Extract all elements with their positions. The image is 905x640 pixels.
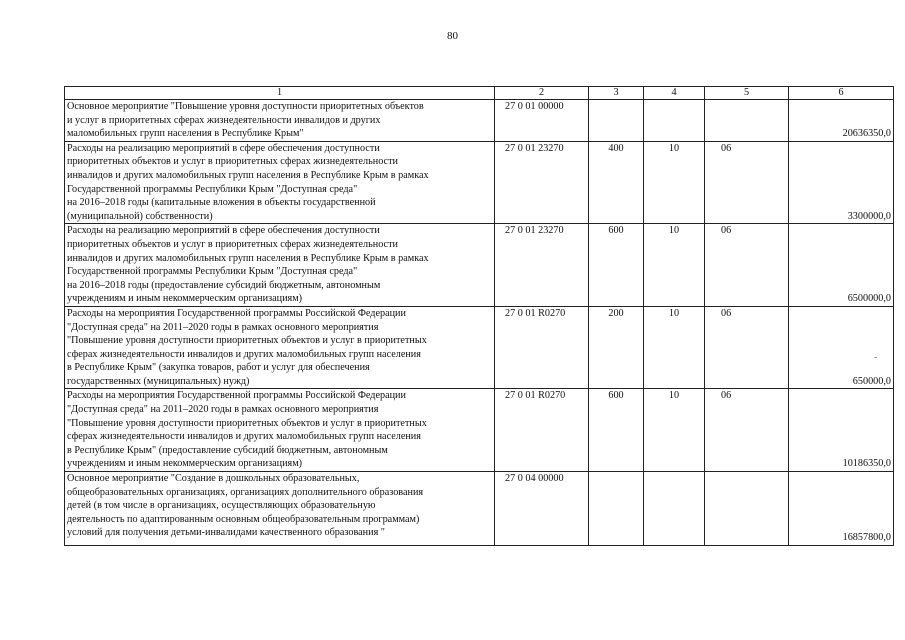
row-col-3 (589, 100, 644, 142)
row-code: 27 0 01 23270 (495, 141, 589, 224)
row-name: Расходы на реализацию мероприятий в сфере обеспечения доступности приоритетных объектов и услуг в приоритетных сферах жизнедеятельности инвалидов и других маломобильных групп населения в Республике Крым в рамках Государственной программы Республики Крым "Доступная среда" на 2016–2018 годы (капитальные вложения в объекты государственной (муниципальной) собственности) (65, 141, 495, 224)
row-col-4: 10 (644, 389, 705, 472)
row-col-3: 600 (589, 224, 644, 307)
table-row (65, 472, 894, 546)
table-row (65, 100, 894, 142)
row-sum: 20636350,0 (789, 100, 894, 142)
row-col-3: 200 (589, 306, 644, 389)
row-name: Расходы на реализацию мероприятий в сфере обеспечения доступности приоритетных объектов и услуг в приоритетных сферах жизнедеятельности инвалидов и других маломобильных групп населения в Республике Крым в рамках Государственной программы Республики Крым "Доступная среда" на 2016–2018 годы (предоставление субсидий бюджетным, автономным учреждениям и иным некоммерческим организациям) (65, 224, 495, 307)
row-code: 27 0 04 00000 (495, 472, 589, 546)
row-col-3: 600 (589, 389, 644, 472)
row-col-4: 10 (644, 141, 705, 224)
header-col-1: 1 (65, 87, 495, 100)
row-code: 27 0 01 R0270 (495, 306, 589, 389)
row-name: Основное мероприятие "Повышение уровня доступности приоритетных объектов и услуг в приоритетных сферах жизнедеятельности инвалидов и других маломобильных групп населения в Республике Крым" (65, 100, 495, 142)
row-col-5: 06 (705, 306, 789, 389)
table-row (65, 224, 894, 307)
row-col-3: 400 (589, 141, 644, 224)
row-col-5: 06 (705, 389, 789, 472)
row-code: 27 0 01 R0270 (495, 389, 589, 472)
table-row (65, 389, 894, 472)
row-code: 27 0 01 00000 (495, 100, 589, 142)
header-col-6: 6 (789, 87, 894, 100)
row-col-5: 06 (705, 141, 789, 224)
table-row (65, 306, 894, 389)
row-col-5 (705, 100, 789, 142)
header-col-3: 3 (589, 87, 644, 100)
row-sum: 3300000,0 (789, 141, 894, 224)
page-number: 80 (447, 30, 458, 42)
row-col-4 (644, 472, 705, 546)
row-col-4 (644, 100, 705, 142)
row-col-4: 10 (644, 306, 705, 389)
row-code: 27 0 01 23270 (495, 224, 589, 307)
row-name: Основное мероприятие "Создание в дошкольных образовательных, общеобразовательных организациях, организациях дополнительного образования детей (в том числе в организациях, осуществляющих образовательную деятельность по адаптированным основным общеобразовательным программам) условий для получения детьми-инвалидами качественного образования " (65, 472, 495, 546)
row-name: Расходы на мероприятия Государственной программы Российской Федерации "Доступная среда" на 2011–2020 годы в рамках основного мероприятия "Повышение уровня доступности приоритетных объектов и услуг в приоритетных сферах жизнедеятельности инвалидов и других маломобильных групп населения в Республике Крым" (предоставление субсидий бюджетным, автономным учреждениям и иным некоммерческим организациям) (65, 389, 495, 472)
header-col-2: 2 (495, 87, 589, 100)
table-header-row (65, 87, 894, 100)
row-sum: 650000,0 (789, 306, 894, 389)
row-col-5: 06 (705, 224, 789, 307)
header-col-4: 4 (644, 87, 705, 100)
row-col-3 (589, 472, 644, 546)
row-name: Расходы на мероприятия Государственной программы Российской Федерации "Доступная среда" на 2011–2020 годы в рамках основного мероприятия "Повышение уровня доступности приоритетных объектов и услуг в приоритетных сферах жизнедеятельности инвалидов и других маломобильных групп населения в Республике Крым" (закупка товаров, работ и услуг для обеспечения государственных (муниципальных) нужд) (65, 306, 495, 389)
row-sum: 6500000,0 (789, 224, 894, 307)
header-col-5: 5 (705, 87, 789, 100)
row-sum: 10186350,0 (789, 389, 894, 472)
budget-table (64, 86, 894, 546)
row-col-5 (705, 472, 789, 546)
margin-mark: - (874, 352, 878, 363)
row-sum: 16857800,0 (789, 472, 894, 546)
row-col-4: 10 (644, 224, 705, 307)
table-row (65, 141, 894, 224)
